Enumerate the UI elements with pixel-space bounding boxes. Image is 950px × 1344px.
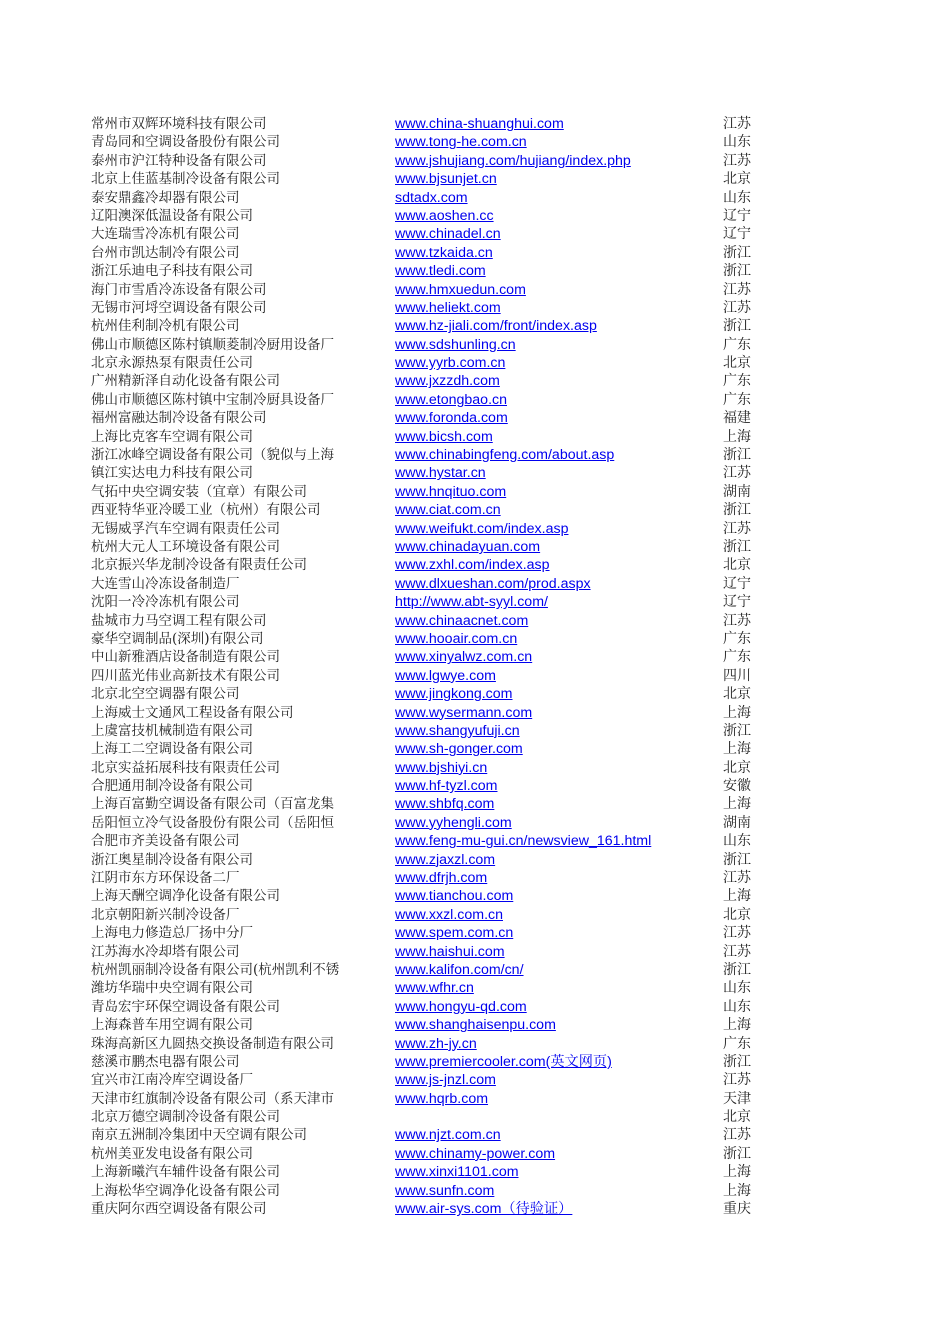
region-cell: 山东	[723, 980, 751, 997]
website-link[interactable]: www.tianchou.com	[395, 888, 514, 905]
company-name-cell: 岳阳恒立冷气设备股份有限公司（岳阳恒	[91, 814, 334, 831]
company-name-cell: 泰安鼎鑫冷却器有限公司	[91, 189, 240, 206]
company-name-cell: 福州富融达制冷设备有限公司	[91, 410, 267, 427]
table-row	[0, 501, 950, 519]
website-link[interactable]: www.weifukt.com/index.asp	[395, 520, 569, 537]
region-cell: 浙江	[723, 447, 751, 464]
table-row	[0, 648, 950, 666]
region-cell: 江苏	[723, 520, 751, 537]
table-row	[0, 740, 950, 758]
website-link[interactable]: www.premiercooler.com(英文网页)	[395, 1053, 612, 1070]
website-link[interactable]: www.hqrb.com	[395, 1090, 489, 1107]
table-row	[0, 281, 950, 299]
company-name-cell: 大连雪山冷冻设备制造厂	[91, 575, 240, 592]
table-row	[0, 777, 950, 795]
company-name-cell: 泰州市沪江特种设备有限公司	[91, 152, 267, 169]
region-cell: 辽宁	[723, 226, 751, 243]
region-cell: 浙江	[723, 851, 751, 868]
website-link[interactable]: www.wysermann.com	[395, 704, 533, 721]
company-name-cell: 宜兴市江南冷库空调设备厂	[91, 1072, 253, 1089]
region-cell: 浙江	[723, 1053, 751, 1070]
region-cell: 浙江	[723, 244, 751, 261]
website-link[interactable]: www.foronda.com	[395, 410, 508, 427]
company-name-cell: 无锡威孚汽车空调有限责任公司	[91, 520, 280, 537]
region-cell: 广东	[723, 649, 751, 666]
region-cell: 福建	[723, 410, 751, 427]
table-row	[0, 612, 950, 630]
company-name-cell: 杭州大元人工环境设备有限公司	[91, 538, 280, 555]
website-link[interactable]: www.china-shuanghui.com	[395, 116, 564, 132]
company-name-cell: 杭州佳利制冷机有限公司	[91, 318, 240, 335]
region-cell: 湖南	[723, 814, 751, 831]
company-name-cell: 镇江实达电力科技有限公司	[91, 465, 253, 482]
company-name-cell: 上海电力修造总厂扬中分厂	[91, 925, 253, 942]
company-name-cell: 潍坊华瑞中央空调有限公司	[91, 980, 253, 997]
region-cell: 辽宁	[723, 594, 751, 611]
company-name-cell: 佛山市顺德区陈村镇顺菱制冷厨用设备厂	[91, 336, 334, 353]
table-row	[0, 354, 950, 372]
region-cell: 四川	[723, 667, 751, 684]
website-link[interactable]: www.chinamy-power.com	[395, 1145, 556, 1162]
website-link[interactable]: www.ciat.com.cn	[395, 502, 501, 519]
website-link[interactable]: www.dlxueshan.com/prod.aspx	[395, 575, 591, 592]
company-name-cell: 天津市红旗制冷设备有限公司（系天津市	[91, 1090, 334, 1107]
table-row	[0, 317, 950, 335]
website-link[interactable]: www.bjshiyi.cn	[395, 759, 488, 776]
region-cell: 上海	[723, 888, 751, 905]
table-row	[0, 299, 950, 317]
website-link[interactable]: www.air-sys.com（待验证）	[395, 1201, 573, 1218]
company-name-cell: 北京实益拓展科技有限责任公司	[91, 759, 280, 776]
table-row	[0, 189, 950, 207]
region-cell: 上海	[723, 1017, 751, 1034]
company-name-cell: 中山新雅酒店设备制造有限公司	[91, 649, 280, 666]
website-link[interactable]: www.sunfn.com	[395, 1182, 495, 1199]
table-row	[0, 1090, 950, 1108]
company-name-cell: 合肥通用制冷设备有限公司	[91, 778, 253, 795]
company-name-cell: 北京永源热泵有限责任公司	[91, 355, 253, 372]
table-row	[0, 1053, 950, 1071]
region-cell: 重庆	[723, 1201, 751, 1218]
website-link[interactable]: www.chinadayuan.com	[395, 538, 541, 555]
table-row	[0, 795, 950, 813]
table-row	[0, 869, 950, 887]
website-link[interactable]: www.jxzzdh.com	[395, 373, 500, 390]
table-row	[0, 520, 950, 538]
website-link[interactable]: www.hf-tyzl.com	[395, 778, 498, 795]
company-name-cell: 杭州美亚发电设备有限公司	[91, 1145, 253, 1162]
table-row	[0, 685, 950, 703]
company-name-cell: 合肥市齐美设备有限公司	[91, 833, 240, 850]
table-row	[0, 1182, 950, 1200]
company-name-cell: 北京振兴华龙制冷设备有限责任公司	[91, 557, 307, 574]
company-name-cell: 浙江冰峰空调设备有限公司（貌似与上海	[91, 447, 334, 464]
website-link[interactable]: www.jshujiang.com/hujiang/index.php	[395, 152, 631, 169]
table-row	[0, 483, 950, 501]
website-link[interactable]: www.shangyufuji.cn	[395, 722, 520, 739]
table-row	[0, 704, 950, 722]
table-row	[0, 133, 950, 151]
website-link[interactable]: www.hmxuedun.com	[395, 281, 526, 298]
region-cell: 江苏	[723, 1072, 751, 1089]
company-name-cell: 上海比克客车空调有限公司	[91, 428, 253, 445]
table-row	[0, 1200, 950, 1218]
website-link[interactable]: www.xinxi1101.com	[395, 1164, 519, 1181]
table-row	[0, 1126, 950, 1144]
company-name-cell: 北京上佳蓝基制冷设备有限公司	[91, 171, 280, 188]
website-link[interactable]: www.tong-he.com.cn	[395, 134, 527, 151]
region-cell: 浙江	[723, 263, 751, 280]
region-cell: 江苏	[723, 116, 751, 132]
website-link[interactable]: www.lgwye.com	[395, 667, 496, 684]
website-link[interactable]: www.chinadel.cn	[395, 226, 501, 243]
table-row	[0, 722, 950, 740]
table-row	[0, 556, 950, 574]
region-cell: 上海	[723, 428, 751, 445]
region-cell: 江苏	[723, 1127, 751, 1144]
website-link[interactable]: www.feng-mu-gui.cn/newsview_161.html	[395, 833, 652, 850]
table-row	[0, 372, 950, 390]
region-cell: 北京	[723, 557, 751, 574]
region-cell: 广东	[723, 630, 751, 647]
region-cell: 广东	[723, 391, 751, 408]
company-name-cell: 上海新曦汽车辅件设备有限公司	[91, 1164, 280, 1181]
website-link[interactable]: www.hongyu-qd.com	[395, 998, 527, 1015]
table-row	[0, 979, 950, 997]
company-name-cell: 上海松华空调净化设备有限公司	[91, 1182, 280, 1199]
website-link[interactable]: www.spem.com.cn	[395, 925, 514, 942]
website-link[interactable]: www.wfhr.cn	[395, 980, 474, 997]
company-name-cell: 江苏海水冷却塔有限公司	[91, 943, 240, 960]
table-row	[0, 851, 950, 869]
table-row	[0, 262, 950, 280]
region-cell: 浙江	[723, 318, 751, 335]
company-name-cell: 上海威士文通风工程设备有限公司	[91, 704, 294, 721]
table-row	[0, 152, 950, 170]
website-link[interactable]: www.hnqituo.com	[395, 483, 507, 500]
company-name-cell: 无锡市河埒空调设备有限公司	[91, 299, 267, 316]
region-cell: 江苏	[723, 281, 751, 298]
region-cell: 北京	[723, 686, 751, 703]
table-row	[0, 667, 950, 685]
table-row	[0, 115, 950, 133]
website-link[interactable]: www.jingkong.com	[395, 686, 513, 703]
table-row	[0, 906, 950, 924]
website-link[interactable]: www.bicsh.com	[395, 428, 493, 445]
website-link[interactable]: www.yyrb.com.cn	[395, 355, 506, 372]
website-link[interactable]: www.js-jnzl.com	[395, 1072, 496, 1089]
company-name-cell: 四川蓝光伟业高新技术有限公司	[91, 667, 280, 684]
company-name-cell: 江阴市东方环保设备二厂	[91, 870, 240, 887]
region-cell: 辽宁	[723, 207, 751, 224]
company-name-cell: 海门市雪盾冷冻设备有限公司	[91, 281, 267, 298]
table-row	[0, 391, 950, 409]
table-row	[0, 225, 950, 243]
region-cell: 江苏	[723, 870, 751, 887]
spreadsheet-page	[0, 115, 950, 1218]
website-link[interactable]: www.shanghaisenpu.com	[395, 1017, 556, 1034]
company-name-cell: 台州市凯达制冷有限公司	[91, 244, 240, 261]
website-link[interactable]: www.etongbao.cn	[395, 391, 507, 408]
table-row	[0, 1145, 950, 1163]
region-cell: 北京	[723, 171, 751, 188]
company-name-cell: 气拓中央空调安装（宜章）有限公司	[91, 483, 307, 500]
table-row	[0, 961, 950, 979]
company-name-cell: 上海天酬空调净化设备有限公司	[91, 888, 280, 905]
table-row	[0, 1163, 950, 1181]
company-name-cell: 上虞富技机械制造有限公司	[91, 722, 253, 739]
table-row	[0, 832, 950, 850]
company-name-cell: 北京朝阳新兴制冷设备厂	[91, 906, 240, 923]
table-row	[0, 814, 950, 832]
table-row	[0, 409, 950, 427]
company-name-cell: 南京五洲制冷集团中天空调有限公司	[91, 1127, 307, 1144]
website-link[interactable]: www.hystar.cn	[395, 465, 486, 482]
region-cell: 上海	[723, 1182, 751, 1199]
website-link[interactable]: www.aoshen.cc	[395, 207, 494, 224]
company-name-cell: 上海百富勤空调设备有限公司（百富龙集	[91, 796, 334, 813]
region-cell: 浙江	[723, 722, 751, 739]
website-link[interactable]: www.hooair.com.cn	[395, 630, 518, 647]
table-row	[0, 170, 950, 188]
region-cell: 浙江	[723, 538, 751, 555]
region-cell: 上海	[723, 704, 751, 721]
table-row	[0, 1016, 950, 1034]
website-link[interactable]: www.hz-jiali.com/front/index.asp	[395, 318, 597, 335]
website-link[interactable]: www.sdshunling.cn	[395, 336, 516, 353]
company-name-cell: 常州市双辉环境科技有限公司	[91, 116, 267, 132]
table-row	[0, 887, 950, 905]
website-link[interactable]: www.haishui.com	[395, 943, 505, 960]
region-cell: 天津	[723, 1090, 751, 1107]
region-cell: 江苏	[723, 299, 751, 316]
company-name-cell: 西亚特华亚冷暖工业（杭州）有限公司	[91, 502, 321, 519]
website-link[interactable]: www.tzkaida.cn	[395, 244, 493, 261]
website-link[interactable]: www.chinabingfeng.com/about.asp	[395, 447, 615, 464]
website-link[interactable]: www.zjaxzl.com	[395, 851, 496, 868]
region-cell: 浙江	[723, 1145, 751, 1162]
table-row	[0, 207, 950, 225]
website-link[interactable]: www.bjsunjet.cn	[395, 171, 497, 188]
region-cell: 山东	[723, 134, 751, 151]
table-row	[0, 998, 950, 1016]
region-cell: 广东	[723, 336, 751, 353]
company-name-cell: 浙江奥星制冷设备有限公司	[91, 851, 253, 868]
company-name-cell: 珠海高新区九圆热交换设备制造有限公司	[91, 1035, 334, 1052]
table-row	[0, 924, 950, 942]
region-cell: 北京	[723, 1109, 751, 1126]
website-link[interactable]: www.chinaacnet.com	[395, 612, 529, 629]
table-row	[0, 446, 950, 464]
company-name-cell: 慈溪市鹏杰电器有限公司	[91, 1053, 240, 1070]
table-row	[0, 630, 950, 648]
region-cell: 江苏	[723, 465, 751, 482]
company-name-cell: 上海森普车用空调有限公司	[91, 1017, 253, 1034]
region-cell: 上海	[723, 1164, 751, 1181]
website-link[interactable]: www.tledi.com	[395, 263, 486, 280]
region-cell: 北京	[723, 759, 751, 776]
table-row	[0, 538, 950, 556]
website-link[interactable]: www.kalifon.com/cn/	[395, 961, 524, 978]
table-row	[0, 593, 950, 611]
company-name-cell: 广州精新泽自动化设备有限公司	[91, 373, 280, 390]
company-name-cell: 辽阳澳深低温设备有限公司	[91, 207, 253, 224]
company-name-cell: 大连瑞雪冷冻机有限公司	[91, 226, 240, 243]
region-cell: 山东	[723, 189, 751, 206]
region-cell: 江苏	[723, 612, 751, 629]
company-name-cell: 杭州凯丽制冷设备有限公司(杭州凯利不锈	[91, 961, 340, 978]
region-cell: 安徽	[723, 778, 751, 795]
table-row	[0, 575, 950, 593]
company-name-cell: 豪华空调制品(深圳)有限公司	[91, 630, 264, 647]
table-row	[0, 1108, 950, 1126]
website-link[interactable]: www.zxhl.com/index.asp	[395, 557, 550, 574]
table-row	[0, 759, 950, 777]
table-row	[0, 1035, 950, 1053]
table-row	[0, 428, 950, 446]
website-link[interactable]: www.njzt.com.cn	[395, 1127, 501, 1144]
region-cell: 浙江	[723, 961, 751, 978]
table-row	[0, 943, 950, 961]
website-link[interactable]: www.sh-gonger.com	[395, 741, 523, 758]
region-cell: 山东	[723, 833, 751, 850]
website-link[interactable]: http://www.abt-syyl.com/	[395, 594, 548, 611]
region-cell: 广东	[723, 373, 751, 390]
company-name-cell: 北京北空空调器有限公司	[91, 686, 240, 703]
website-link[interactable]: www.yyhengli.com	[395, 814, 512, 831]
region-cell: 江苏	[723, 943, 751, 960]
company-name-cell: 佛山市顺德区陈村镇中宝制冷厨具设备厂	[91, 391, 334, 408]
region-cell: 上海	[723, 796, 751, 813]
region-cell: 浙江	[723, 502, 751, 519]
region-cell: 北京	[723, 355, 751, 372]
website-link[interactable]: www.dfrjh.com	[395, 870, 488, 887]
table-row	[0, 336, 950, 354]
website-link[interactable]: sdtadx.com	[395, 189, 468, 206]
website-link[interactable]: www.xxzl.com.cn	[395, 906, 503, 923]
region-cell: 北京	[723, 906, 751, 923]
website-link[interactable]: www.zh-jy.cn	[395, 1035, 477, 1052]
company-name-cell: 盐城市力马空调工程有限公司	[91, 612, 267, 629]
company-name-cell: 浙江乐迪电子科技有限公司	[91, 263, 253, 280]
region-cell: 广东	[723, 1035, 751, 1052]
table-row	[0, 464, 950, 482]
table-row	[0, 244, 950, 262]
region-cell: 江苏	[723, 152, 751, 169]
region-cell: 上海	[723, 741, 751, 758]
company-name-cell: 北京万德空调制冷设备有限公司	[91, 1109, 280, 1126]
company-name-cell: 青岛宏宇环保空调设备有限公司	[91, 998, 280, 1015]
company-name-cell: 沈阳一冷冷冻机有限公司	[91, 594, 240, 611]
website-link[interactable]: www.shbfq.com	[395, 796, 495, 813]
table-row	[0, 1071, 950, 1089]
region-cell: 湖南	[723, 483, 751, 500]
region-cell: 山东	[723, 998, 751, 1015]
company-name-cell: 重庆阿尔西空调设备有限公司	[91, 1201, 267, 1218]
website-link[interactable]: www.heliekt.com	[395, 299, 501, 316]
website-link[interactable]: www.xinyalwz.com.cn	[395, 649, 533, 666]
region-cell: 江苏	[723, 925, 751, 942]
company-name-cell: 上海工二空调设备有限公司	[91, 741, 253, 758]
region-cell: 辽宁	[723, 575, 751, 592]
company-name-cell: 青岛同和空调设备股份有限公司	[91, 134, 280, 151]
